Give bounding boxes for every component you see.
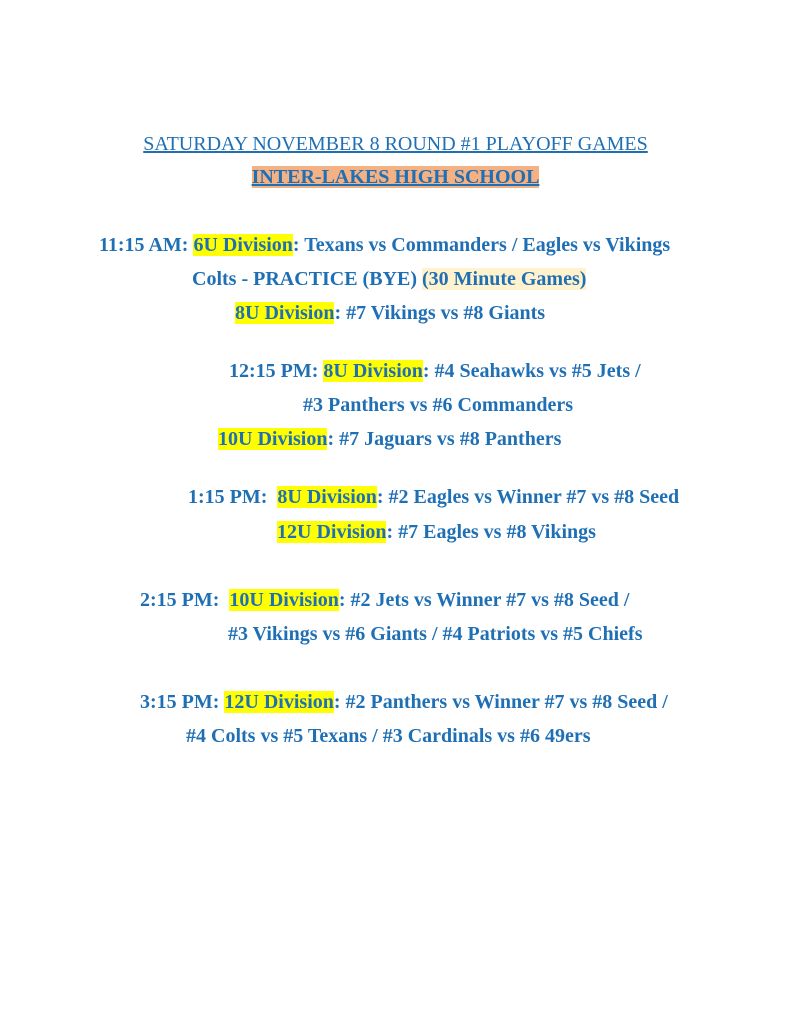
games-text: : #2 Jets vs Winner #7 vs #8 Seed / (338, 589, 630, 611)
games-text: : #7 Eagles vs #8 Vikings (386, 521, 596, 543)
slot-115-line-1 (188, 485, 679, 509)
duration-note: (30 Minute Games) (422, 268, 587, 290)
slot-time: 3:15 PM: (140, 691, 220, 713)
slot-1215-line-3 (218, 427, 561, 451)
games-text: #3 Panthers vs #6 Commanders (303, 394, 573, 416)
division-label: 12U Division (277, 521, 387, 543)
slot-315-line-2 (186, 724, 591, 748)
division-label: 12U Division (224, 691, 334, 713)
division-label: 8U Division (277, 486, 377, 508)
division-label: 10U Division (229, 589, 339, 611)
slot-time: 2:15 PM: (140, 589, 220, 611)
division-label: 10U Division (218, 428, 328, 450)
page-title (0, 132, 791, 156)
division-label: 8U Division (235, 302, 335, 324)
slot-115-line-2 (277, 520, 596, 544)
slot-1115-note (192, 267, 586, 291)
slot-time: 1:15 PM: (188, 486, 268, 508)
slot-1115-line-3 (235, 301, 545, 325)
games-text: : #7 Jaguars vs #8 Panthers (327, 428, 562, 450)
games-text: #3 Vikings vs #6 Giants / #4 Patriots vs #5 Chiefs (228, 623, 643, 645)
games-text: : #2 Panthers vs Winner #7 vs #8 Seed / (333, 691, 668, 713)
games-text: #4 Colts vs #5 Texans / #3 Cardinals vs #6 49ers (186, 725, 591, 747)
location-title (0, 165, 791, 189)
games-text: : Texans vs Commanders / Eagles vs Vikings (292, 234, 671, 256)
games-text: : #7 Vikings vs #8 Giants (334, 302, 546, 324)
slot-1215-line-2 (303, 393, 573, 417)
slot-1115-line-1 (99, 233, 670, 257)
slot-215-line-2 (228, 622, 642, 646)
slot-time: 11:15 AM: (99, 234, 189, 256)
division-label: 6U Division (193, 234, 293, 256)
slot-315-line-1 (140, 690, 668, 714)
location-label: INTER-LAKES HIGH SCHOOL (251, 166, 540, 188)
slot-time: 12:15 PM: (229, 360, 319, 382)
slot-215-line-1 (140, 588, 629, 612)
games-text: : #2 Eagles vs Winner #7 vs #8 Seed (376, 486, 680, 508)
bye-note: Colts - PRACTICE (BYE) (192, 268, 422, 290)
games-text: : #4 Seahawks vs #5 Jets / (422, 360, 641, 382)
division-label: 8U Division (323, 360, 423, 382)
title-line-1: SATURDAY NOVEMBER 8 ROUND #1 PLAYOFF GAMES (143, 133, 648, 155)
slot-1215-line-1 (229, 359, 641, 383)
